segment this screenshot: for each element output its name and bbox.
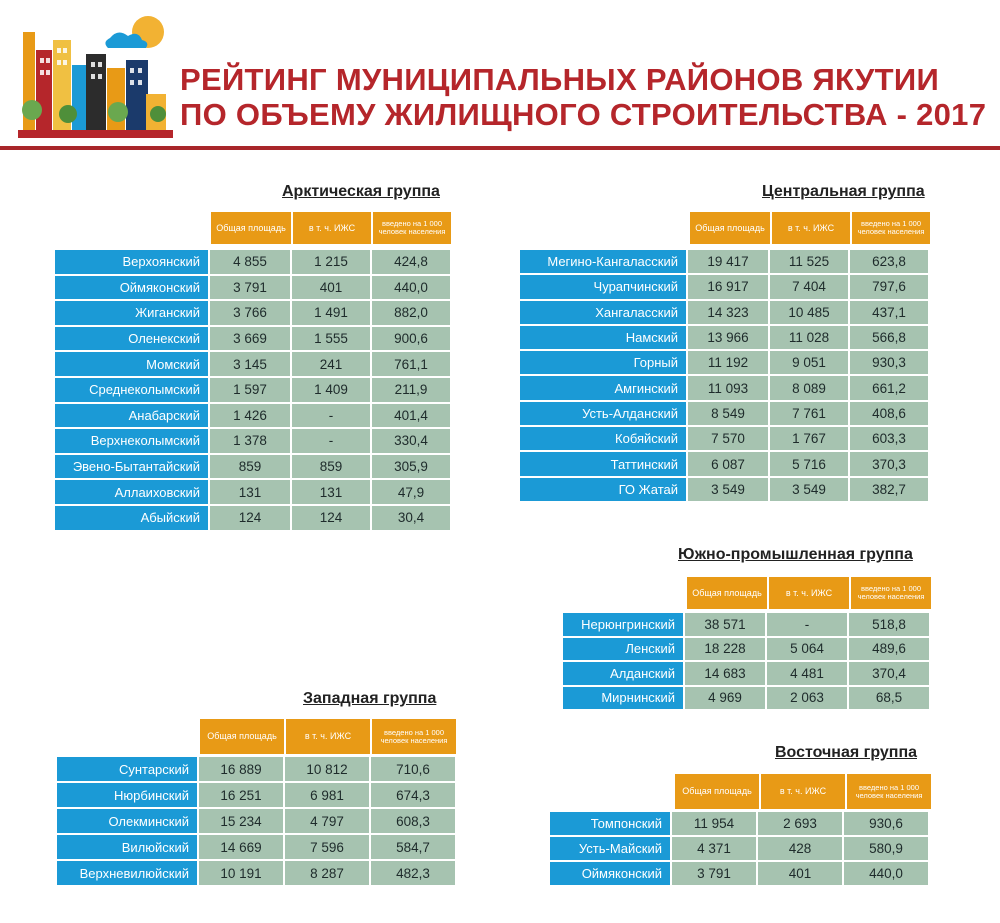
izhs-value: 7 596 (285, 835, 369, 859)
total-area-value: 859 (210, 455, 290, 479)
column-header: введено на 1 000 человек населения (373, 212, 451, 244)
table-rows (550, 812, 930, 887)
izhs-value: 1 767 (770, 427, 848, 450)
page-title (180, 62, 986, 132)
table-row (55, 404, 452, 428)
total-area-value: 3 549 (688, 478, 768, 501)
district-name: Алданский (563, 662, 683, 685)
izhs-value: 8 287 (285, 861, 369, 885)
total-area-value: 38 571 (685, 613, 765, 636)
column-header: в т. ч. ИЖС (769, 577, 849, 609)
izhs-value: - (292, 404, 370, 428)
district-name: ГО Жатай (520, 478, 686, 501)
district-name: Томпонский (550, 812, 670, 835)
izhs-value: 4 481 (767, 662, 847, 685)
column-header: в т. ч. ИЖС (293, 212, 371, 244)
per-1000-value: 382,7 (850, 478, 928, 501)
per-1000-value: 518,8 (849, 613, 929, 636)
izhs-value: 3 549 (770, 478, 848, 501)
district-name: Кобяйский (520, 427, 686, 450)
title-divider (0, 146, 1000, 150)
district-name: Верхнеколымский (55, 429, 208, 453)
izhs-value: 10 485 (770, 301, 848, 324)
izhs-value: 10 812 (285, 757, 369, 781)
izhs-value: 7 761 (770, 402, 848, 425)
table-row (520, 326, 930, 349)
district-name: Горный (520, 351, 686, 374)
table-row (520, 376, 930, 399)
table-row (57, 809, 457, 833)
per-1000-value: 623,8 (850, 250, 928, 273)
table-row (55, 480, 452, 504)
table-row (55, 455, 452, 479)
total-area-value: 8 549 (688, 402, 768, 425)
izhs-value: 859 (292, 455, 370, 479)
per-1000-value: 603,3 (850, 427, 928, 450)
total-area-value: 16 889 (199, 757, 283, 781)
per-1000-value: 482,3 (371, 861, 455, 885)
izhs-value: 124 (292, 506, 370, 530)
column-headers (211, 212, 453, 244)
total-area-value: 131 (210, 480, 290, 504)
total-area-value: 7 570 (688, 427, 768, 450)
per-1000-value: 440,0 (844, 862, 928, 885)
total-area-value: 10 191 (199, 861, 283, 885)
table-row (563, 638, 931, 661)
total-area-value: 3 766 (210, 301, 290, 325)
column-headers (675, 774, 933, 809)
column-header: Общая площадь (690, 212, 770, 244)
group-title: Западная группа (303, 690, 437, 707)
per-1000-value: 440,0 (372, 276, 450, 300)
group-title: Центральная группа (762, 183, 925, 200)
izhs-value: 6 981 (285, 783, 369, 807)
district-name: Оймяконский (550, 862, 670, 885)
column-header: введено на 1 000 человек населения (852, 212, 930, 244)
table-row (55, 378, 452, 402)
total-area-value: 18 228 (685, 638, 765, 661)
per-1000-value: 408,6 (850, 402, 928, 425)
district-name: Эвено-Бытантайский (55, 455, 208, 479)
district-name: Верхневилюйский (57, 861, 197, 885)
table-row (520, 250, 930, 273)
district-name: Оймяконский (55, 276, 208, 300)
district-name: Вилюйский (57, 835, 197, 859)
district-name: Мирнинский (563, 687, 683, 710)
izhs-value: 2 063 (767, 687, 847, 710)
per-1000-value: 580,9 (844, 837, 928, 860)
total-area-value: 4 969 (685, 687, 765, 710)
per-1000-value: 489,6 (849, 638, 929, 661)
district-name: Сунтарский (57, 757, 197, 781)
table-row (57, 757, 457, 781)
district-name: Нерюнгринский (563, 613, 683, 636)
per-1000-value: 608,3 (371, 809, 455, 833)
column-header: Общая площадь (687, 577, 767, 609)
district-name: Олекминский (57, 809, 197, 833)
table-row (550, 812, 930, 835)
table-row (520, 478, 930, 501)
izhs-value: 4 797 (285, 809, 369, 833)
total-area-value: 14 323 (688, 301, 768, 324)
per-1000-value: 900,6 (372, 327, 450, 351)
per-1000-value: 437,1 (850, 301, 928, 324)
table-rows (55, 250, 452, 532)
group-title: Восточная группа (775, 744, 917, 761)
column-header: введено на 1 000 человек населения (372, 719, 456, 754)
table-row (563, 613, 931, 636)
per-1000-value: 370,4 (849, 662, 929, 685)
izhs-value: 428 (758, 837, 842, 860)
district-name: Верхоянский (55, 250, 208, 274)
total-area-value: 13 966 (688, 326, 768, 349)
table-row (57, 861, 457, 885)
district-name: Аллаиховский (55, 480, 208, 504)
per-1000-value: 661,2 (850, 376, 928, 399)
table-row (550, 837, 930, 860)
table-row (520, 427, 930, 450)
total-area-value: 11 954 (672, 812, 756, 835)
table-rows (57, 757, 457, 887)
table-row (55, 301, 452, 325)
title-line-1: РЕЙТИНГ МУНИЦИПАЛЬНЫХ РАЙОНОВ ЯКУТИИ (180, 62, 940, 97)
table-row (520, 351, 930, 374)
city-buildings-logo (18, 10, 173, 138)
total-area-value: 1 426 (210, 404, 290, 428)
table-row (55, 276, 452, 300)
column-header: Общая площадь (675, 774, 759, 809)
district-name: Нюрбинский (57, 783, 197, 807)
per-1000-value: 584,7 (371, 835, 455, 859)
table-row (55, 352, 452, 376)
column-header: в т. ч. ИЖС (761, 774, 845, 809)
column-headers (687, 577, 933, 609)
total-area-value: 4 855 (210, 250, 290, 274)
title-line-2: ПО ОБЪЕМУ ЖИЛИЩНОГО СТРОИТЕЛЬСТВА - 2017 (180, 97, 987, 132)
izhs-value: 11 525 (770, 250, 848, 273)
izhs-value: 9 051 (770, 351, 848, 374)
district-name: Анабарский (55, 404, 208, 428)
izhs-value: 5 064 (767, 638, 847, 661)
izhs-value: 241 (292, 352, 370, 376)
izhs-value: 5 716 (770, 452, 848, 475)
per-1000-value: 710,6 (371, 757, 455, 781)
izhs-value: 401 (758, 862, 842, 885)
table-row (520, 301, 930, 324)
izhs-value: 1 409 (292, 378, 370, 402)
district-name: Мегино-Кангаласский (520, 250, 686, 273)
column-headers (200, 719, 458, 754)
total-area-value: 14 683 (685, 662, 765, 685)
izhs-value: 401 (292, 276, 370, 300)
table-row (520, 402, 930, 425)
izhs-value: 2 693 (758, 812, 842, 835)
izhs-value: 131 (292, 480, 370, 504)
izhs-value: 1 491 (292, 301, 370, 325)
district-name: Намский (520, 326, 686, 349)
column-header: в т. ч. ИЖС (772, 212, 850, 244)
table-row (550, 862, 930, 885)
table-row (563, 662, 931, 685)
table-rows (563, 613, 931, 711)
total-area-value: 3 145 (210, 352, 290, 376)
total-area-value: 3 791 (672, 862, 756, 885)
district-name: Хангаласский (520, 301, 686, 324)
district-name: Момский (55, 352, 208, 376)
column-headers (690, 212, 932, 244)
per-1000-value: 68,5 (849, 687, 929, 710)
table-row (55, 250, 452, 274)
group-title: Южно-промышленная группа (678, 546, 913, 563)
per-1000-value: 424,8 (372, 250, 450, 274)
izhs-value: - (767, 613, 847, 636)
district-name: Таттинский (520, 452, 686, 475)
total-area-value: 6 087 (688, 452, 768, 475)
per-1000-value: 305,9 (372, 455, 450, 479)
district-name: Амгинский (520, 376, 686, 399)
total-area-value: 16 917 (688, 275, 768, 298)
total-area-value: 4 371 (672, 837, 756, 860)
district-name: Усть-Майский (550, 837, 670, 860)
column-header: введено на 1 000 человек населения (847, 774, 931, 809)
total-area-value: 3 669 (210, 327, 290, 351)
column-header: Общая площадь (200, 719, 284, 754)
izhs-value: 11 028 (770, 326, 848, 349)
table-row (520, 275, 930, 298)
per-1000-value: 797,6 (850, 275, 928, 298)
izhs-value: 1 215 (292, 250, 370, 274)
per-1000-value: 761,1 (372, 352, 450, 376)
total-area-value: 1 378 (210, 429, 290, 453)
per-1000-value: 30,4 (372, 506, 450, 530)
column-header: введено на 1 000 человек населения (851, 577, 931, 609)
per-1000-value: 47,9 (372, 480, 450, 504)
district-name: Чурапчинский (520, 275, 686, 298)
district-name: Абыйский (55, 506, 208, 530)
per-1000-value: 566,8 (850, 326, 928, 349)
per-1000-value: 401,4 (372, 404, 450, 428)
total-area-value: 16 251 (199, 783, 283, 807)
izhs-value: - (292, 429, 370, 453)
izhs-value: 8 089 (770, 376, 848, 399)
district-name: Усть-Алданский (520, 402, 686, 425)
total-area-value: 11 192 (688, 351, 768, 374)
table-row (520, 452, 930, 475)
total-area-value: 11 093 (688, 376, 768, 399)
district-name: Ленский (563, 638, 683, 661)
table-row (55, 327, 452, 351)
izhs-value: 7 404 (770, 275, 848, 298)
total-area-value: 15 234 (199, 809, 283, 833)
table-row (57, 835, 457, 859)
per-1000-value: 370,3 (850, 452, 928, 475)
per-1000-value: 930,3 (850, 351, 928, 374)
per-1000-value: 674,3 (371, 783, 455, 807)
per-1000-value: 882,0 (372, 301, 450, 325)
district-name: Жиганский (55, 301, 208, 325)
total-area-value: 124 (210, 506, 290, 530)
total-area-value: 3 791 (210, 276, 290, 300)
per-1000-value: 930,6 (844, 812, 928, 835)
table-row (55, 506, 452, 530)
total-area-value: 1 597 (210, 378, 290, 402)
district-name: Оленекский (55, 327, 208, 351)
table-row (55, 429, 452, 453)
total-area-value: 14 669 (199, 835, 283, 859)
column-header: в т. ч. ИЖС (286, 719, 370, 754)
column-header: Общая площадь (211, 212, 291, 244)
total-area-value: 19 417 (688, 250, 768, 273)
izhs-value: 1 555 (292, 327, 370, 351)
group-title: Арктическая группа (282, 183, 440, 200)
table-rows (520, 250, 930, 503)
per-1000-value: 211,9 (372, 378, 450, 402)
district-name: Среднеколымский (55, 378, 208, 402)
table-row (563, 687, 931, 710)
table-row (57, 783, 457, 807)
per-1000-value: 330,4 (372, 429, 450, 453)
